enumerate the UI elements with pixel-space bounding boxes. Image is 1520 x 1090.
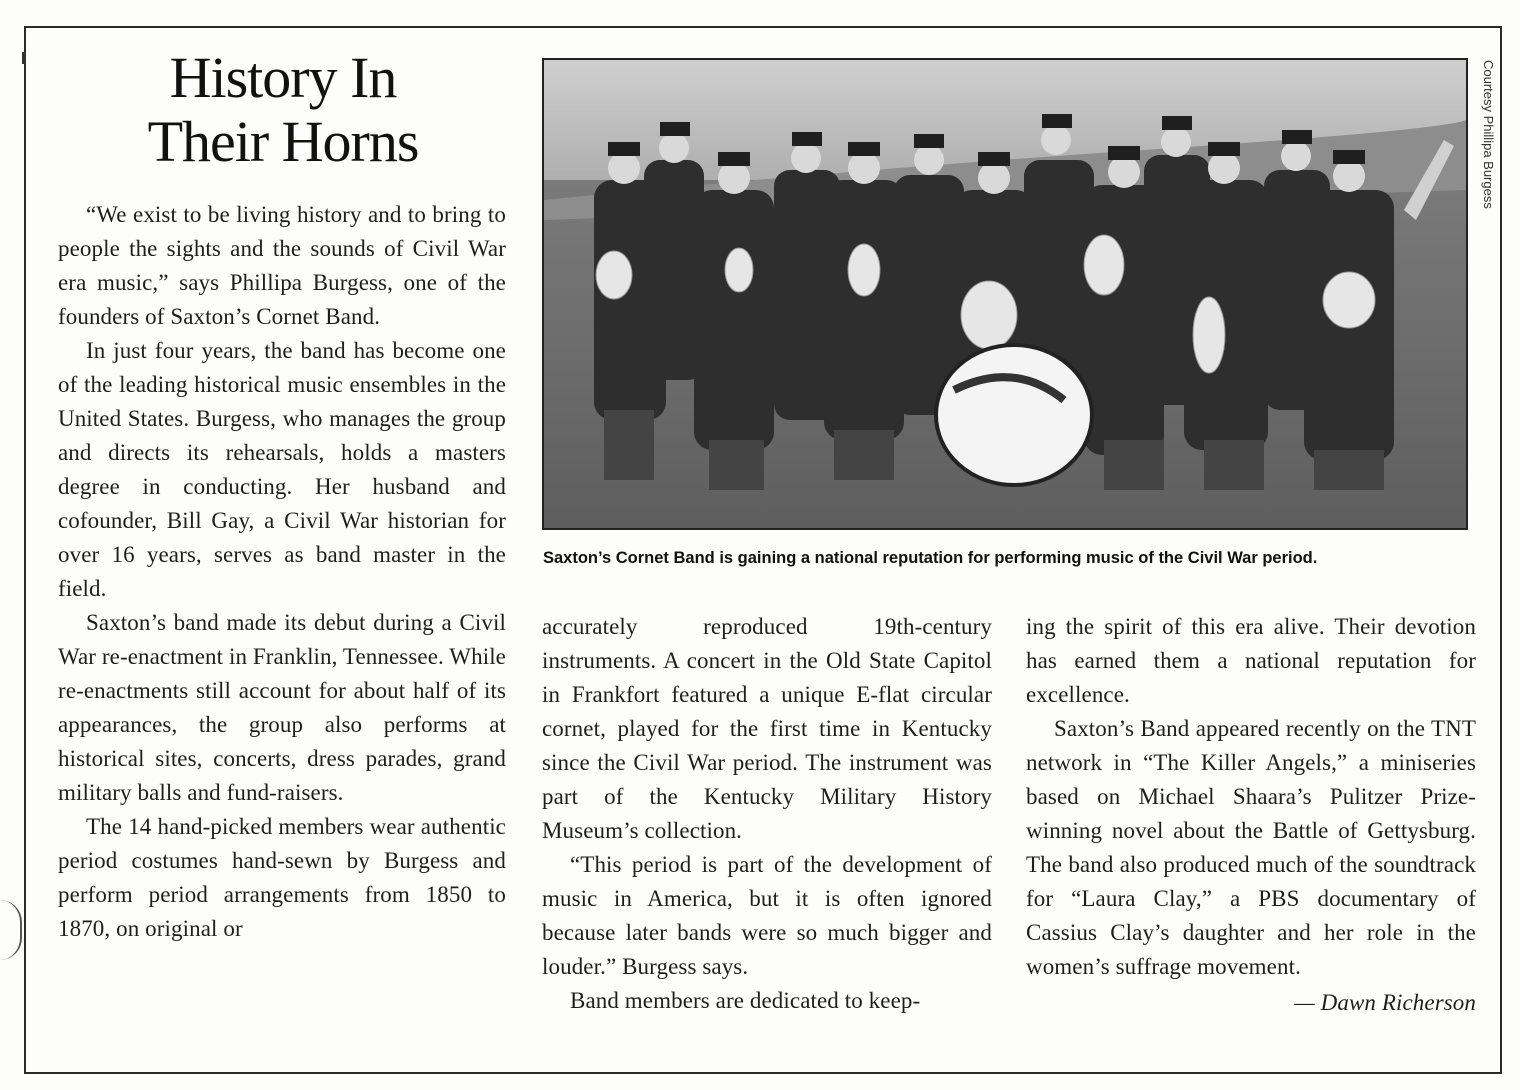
headline-line-1: History In bbox=[169, 45, 397, 110]
paragraph: Band members are dedicated to keep- bbox=[570, 988, 921, 1013]
headline bbox=[60, 46, 506, 174]
band-photo-illustration bbox=[544, 60, 1466, 528]
byline: — Dawn Richerson bbox=[1294, 990, 1476, 1015]
paragraph: Saxton’s Band appeared recently on the TNT network in “The Killer Angels,” a miniseries based on Michael Shaara’s Pulitzer Prize-winning novel about the Battle of Gettysburg. The band also produced much of the soundtrack for “Laura Clay,” a PBS documentary of Cassius Clay’s daughter and her role in the women’s suffrage movement. bbox=[1026, 716, 1476, 979]
paragraph: ing the spirit of this era alive. Their devotion has earned them a national reputation for excellence. bbox=[1026, 614, 1476, 707]
paragraph: The 14 hand-picked members wear authentic period costumes hand-sewn by Burgess and perform period arrangements from 1850 to 1870, on original or bbox=[58, 814, 506, 941]
paragraph: accurately reproduced 19th-century instruments. A concert in the Old State Capitol in Frankfort featured a unique E-flat circular cornet, played for the first time in Kentucky since the Civil War period. The instrument was part of the Kentucky Military History Museum’s collection. bbox=[542, 614, 992, 843]
photo-credit: Courtesy Phillipa Burgess bbox=[1481, 60, 1496, 209]
photo-caption: Saxton’s Cornet Band is gaining a national reputation for performing music of the Civil War period. bbox=[543, 549, 1318, 567]
column-3 bbox=[1026, 610, 1476, 1020]
headline-line-2: Their Horns bbox=[147, 109, 419, 174]
column-2 bbox=[542, 610, 992, 1018]
paragraph: Saxton’s band made its debut during a Civil War re-enactment in Franklin, Tennessee. While re-enactments still account for about half of its appearances, the group also performs at historical sites, concerts, dress parades, grand military balls and fund-raisers. bbox=[58, 610, 506, 805]
column-1 bbox=[58, 198, 506, 946]
paragraph: “We exist to be living history and to bring to people the sights and the sounds of Civil War era music,” says Phillipa Burgess, one of the founders of Saxton’s Cornet Band. bbox=[58, 202, 506, 329]
paragraph: “This period is part of the development of music in America, but it is often ignored because later bands were so much bigger and louder.” Burgess says. bbox=[542, 852, 992, 979]
scan-edge-mark bbox=[0, 900, 22, 960]
scan-mark bbox=[22, 52, 26, 64]
paragraph: In just four years, the band has become one of the leading historical music ensembles in the United States. Burgess, who manages the group and directs its rehearsals, holds a masters degree in conducting. Her husband and cofounder, Bill Gay, a Civil War historian for over 16 years, serves as band master in the field. bbox=[58, 338, 506, 601]
band-photo bbox=[542, 58, 1468, 530]
